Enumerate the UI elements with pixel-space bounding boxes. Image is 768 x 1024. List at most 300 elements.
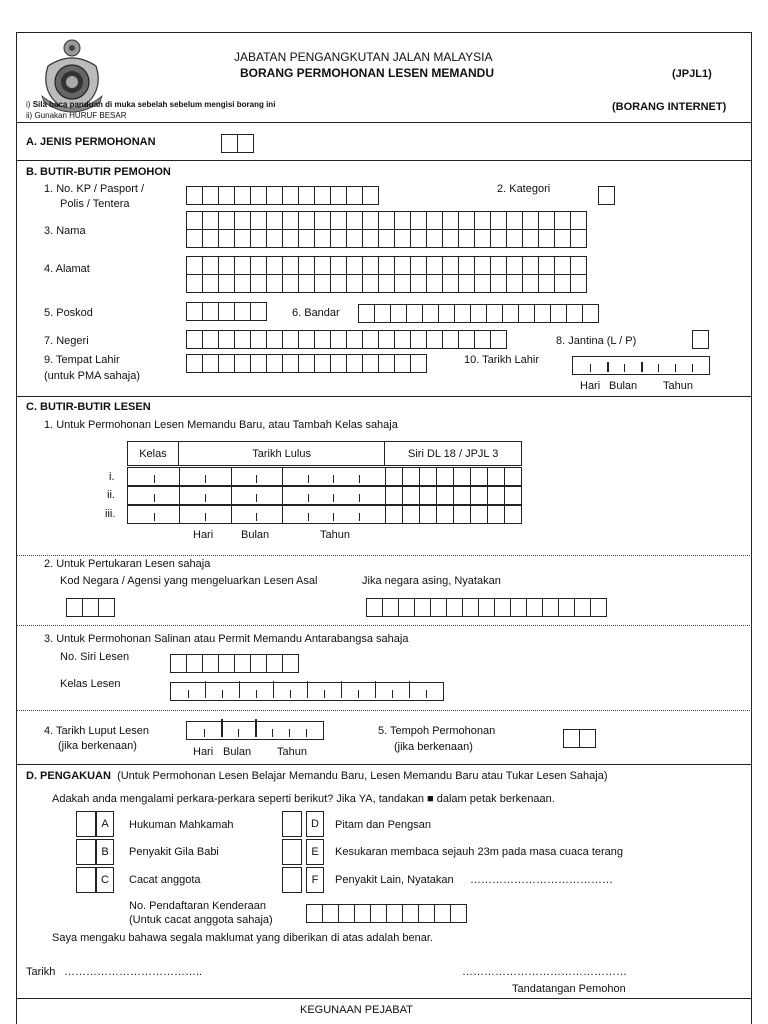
input-cell[interactable] xyxy=(570,256,587,275)
c2-heading: 2. Untuk Pertukaran Lesen sahaja xyxy=(44,558,211,570)
category-label: 2. Kategori xyxy=(497,183,551,195)
input-cell[interactable] xyxy=(314,211,331,230)
input-cell[interactable] xyxy=(434,904,451,923)
note-2: ii) Gunakan HURUF BESAR xyxy=(26,111,127,120)
item-f-label: Penyakit Lain, Nyatakan xyxy=(335,874,454,886)
name-label: 3. Nama xyxy=(44,225,86,237)
input-cell[interactable] xyxy=(250,256,267,275)
input-cell[interactable] xyxy=(250,330,267,349)
input-cell[interactable] xyxy=(378,211,395,230)
license-row-3[interactable] xyxy=(127,505,522,524)
input-cell[interactable] xyxy=(378,274,395,293)
input-cell[interactable] xyxy=(490,274,507,293)
input-cell[interactable] xyxy=(570,211,587,230)
input-cell[interactable] xyxy=(322,904,339,923)
input-cell[interactable] xyxy=(234,302,251,321)
input-cell[interactable] xyxy=(218,186,235,205)
note-1: i) Sila baca panduan di muka sebelah sebelum mengisi borang ini xyxy=(26,100,276,109)
signature-dots[interactable]: ……………………………………… xyxy=(462,966,627,978)
input-cell[interactable] xyxy=(426,274,443,293)
row-label-ii: ii. xyxy=(107,489,115,501)
checkbox-a[interactable] xyxy=(76,811,96,837)
input-cell[interactable] xyxy=(354,904,371,923)
input-cell[interactable] xyxy=(382,598,399,617)
serial-number-input[interactable] xyxy=(170,654,299,673)
city-input[interactable] xyxy=(358,304,599,323)
input-cell[interactable] xyxy=(538,256,555,275)
letter-d: D xyxy=(306,811,324,837)
c1-heading: 1. Untuk Permohonan Lesen Memandu Baru, atau Tambah Kelas sahaja xyxy=(44,419,398,431)
input-cell[interactable] xyxy=(282,354,299,373)
input-cell[interactable] xyxy=(558,598,575,617)
input-cell[interactable] xyxy=(250,354,267,373)
input-cell[interactable] xyxy=(394,274,411,293)
input-cell[interactable] xyxy=(506,274,523,293)
input-cell[interactable] xyxy=(346,354,363,373)
input-cell[interactable] xyxy=(358,304,375,323)
gender-label: 8. Jantina (L / P) xyxy=(556,335,637,347)
input-cell[interactable] xyxy=(582,304,599,323)
input-cell[interactable] xyxy=(378,229,395,248)
input-cell[interactable] xyxy=(234,354,251,373)
license-class-input[interactable] xyxy=(170,682,444,701)
input-cell[interactable] xyxy=(410,211,427,230)
input-cell[interactable] xyxy=(330,229,347,248)
state-input[interactable] xyxy=(186,330,507,349)
input-cell[interactable] xyxy=(338,904,355,923)
input-cell[interactable] xyxy=(314,229,331,248)
letter-e: E xyxy=(306,839,324,865)
input-cell[interactable] xyxy=(218,256,235,275)
input-cell[interactable] xyxy=(554,229,571,248)
input-cell[interactable] xyxy=(362,229,379,248)
serial-label: No. Siri Lesen xyxy=(60,651,130,663)
item-e-label: Kesukaran membaca sejauh 23m pada masa cuaca terang xyxy=(335,846,624,858)
input-cell[interactable] xyxy=(474,256,491,275)
input-cell[interactable] xyxy=(426,229,443,248)
input-cell[interactable] xyxy=(282,186,299,205)
letter-b: B xyxy=(96,839,114,865)
input-cell[interactable] xyxy=(234,274,251,293)
input-cell[interactable] xyxy=(446,598,463,617)
input-cell[interactable] xyxy=(366,598,383,617)
input-cell[interactable] xyxy=(330,330,347,349)
input-cell[interactable] xyxy=(490,330,507,349)
input-cell[interactable] xyxy=(98,598,115,617)
vehicle-reg-input[interactable] xyxy=(306,904,467,923)
address-input-line-1[interactable] xyxy=(186,256,587,275)
section-a-title: A. JENIS PERMOHONAN xyxy=(26,136,156,148)
birthplace-label: 9. Tempat Lahir xyxy=(44,354,120,366)
input-cell[interactable] xyxy=(186,654,203,673)
input-cell[interactable] xyxy=(202,229,219,248)
input-cell[interactable] xyxy=(462,598,479,617)
checkbox-d[interactable] xyxy=(282,811,302,837)
input-cell[interactable] xyxy=(282,256,299,275)
input-cell[interactable] xyxy=(474,330,491,349)
city-label: 6. Bandar xyxy=(292,307,340,319)
input-cell[interactable] xyxy=(422,304,439,323)
section-d-title: D. PENGAKUAN (Untuk Permohonan Lesen Belajar Memandu Baru, Lesen Memandu Baru atau Tukar Lesen Sahaja) xyxy=(26,770,608,782)
state-label: 7. Negeri xyxy=(44,335,89,347)
input-cell[interactable] xyxy=(486,304,503,323)
postcode-input[interactable] xyxy=(186,302,267,321)
item-b-label: Penyakit Gila Babi xyxy=(129,846,219,858)
input-cell[interactable] xyxy=(506,229,523,248)
input-cell[interactable] xyxy=(394,211,411,230)
input-cell[interactable] xyxy=(522,229,539,248)
input-cell[interactable] xyxy=(234,654,251,673)
input-cell[interactable] xyxy=(282,654,299,673)
letter-f: F xyxy=(306,867,324,893)
ic-number-input[interactable] xyxy=(186,186,379,205)
address-label: 4. Alamat xyxy=(44,263,90,275)
c2-foreign-label: Jika negara asing, Nyatakan xyxy=(362,575,501,587)
input-cell[interactable] xyxy=(566,304,583,323)
ic-label: 1. No. KP / Pasport / xyxy=(44,183,145,195)
license-row-1[interactable] xyxy=(127,467,522,486)
birthdate-input[interactable] xyxy=(572,356,710,375)
expiry-month-label: Bulan xyxy=(223,746,252,758)
declaration-question: Adakah anda mengalami perkara-perkara seperti berikut? Jika YA, tandakan ■ dalam petak berkenaan. xyxy=(52,793,555,805)
input-cell[interactable] xyxy=(298,354,315,373)
input-cell[interactable] xyxy=(346,229,363,248)
input-cell[interactable] xyxy=(458,274,475,293)
input-cell[interactable] xyxy=(510,598,527,617)
input-cell[interactable] xyxy=(574,598,591,617)
input-cell[interactable] xyxy=(378,330,395,349)
duration-label: 5. Tempoh Permohonan xyxy=(378,725,496,737)
input-cell[interactable] xyxy=(314,330,331,349)
input-cell[interactable] xyxy=(346,330,363,349)
input-cell[interactable] xyxy=(186,354,203,373)
input-cell[interactable] xyxy=(394,229,411,248)
input-cell[interactable] xyxy=(402,904,419,923)
input-cell[interactable] xyxy=(538,211,555,230)
name-input-line-2[interactable] xyxy=(186,229,587,248)
input-cell[interactable] xyxy=(234,256,251,275)
input-cell[interactable] xyxy=(218,274,235,293)
input-cell[interactable] xyxy=(346,256,363,275)
input-cell[interactable] xyxy=(590,598,607,617)
input-cell[interactable] xyxy=(234,330,251,349)
input-cell[interactable] xyxy=(526,598,543,617)
input-cell[interactable] xyxy=(542,598,559,617)
input-cell[interactable] xyxy=(458,256,475,275)
postcode-label: 5. Poskod xyxy=(44,307,93,319)
input-cell[interactable] xyxy=(490,229,507,248)
input-cell[interactable] xyxy=(406,304,423,323)
input-cell[interactable] xyxy=(186,229,203,248)
input-cell[interactable] xyxy=(506,211,523,230)
license-class-label: Kelas Lesen xyxy=(60,678,121,690)
input-cell[interactable] xyxy=(474,211,491,230)
input-cell[interactable] xyxy=(538,274,555,293)
input-cell[interactable] xyxy=(266,274,283,293)
input-cell[interactable] xyxy=(298,256,315,275)
input-cell[interactable] xyxy=(314,354,331,373)
input-cell[interactable] xyxy=(314,256,331,275)
input-cell[interactable] xyxy=(370,904,387,923)
address-input-line-2[interactable] xyxy=(186,274,587,293)
input-cell[interactable] xyxy=(266,330,283,349)
col-tarikh-lulus: Tarikh Lulus xyxy=(178,442,384,466)
input-cell[interactable] xyxy=(202,186,219,205)
input-cell[interactable] xyxy=(378,354,395,373)
form-code: (JPJL1) xyxy=(672,68,712,80)
duration-note: (jika berkenaan) xyxy=(394,741,473,753)
birthdate-day-label: Hari xyxy=(580,380,601,392)
input-cell[interactable] xyxy=(458,211,475,230)
input-cell[interactable] xyxy=(202,354,219,373)
input-cell[interactable] xyxy=(306,904,323,923)
input-cell[interactable] xyxy=(282,211,299,230)
input-cell[interactable] xyxy=(186,186,203,205)
input-cell[interactable] xyxy=(266,654,283,673)
vehicle-reg-label: No. Pendaftaran Kenderaan xyxy=(129,900,266,912)
agency-name: JABATAN PENGANGKUTAN JALAN MALAYSIA xyxy=(234,50,493,64)
c3-heading: 3. Untuk Permohonan Salinan atau Permit Memandu Antarabangsa sahaja xyxy=(44,633,409,645)
input-cell[interactable] xyxy=(250,186,267,205)
checkbox-c[interactable] xyxy=(76,867,96,893)
input-cell[interactable] xyxy=(570,229,587,248)
input-cell[interactable] xyxy=(438,304,455,323)
input-cell[interactable] xyxy=(330,211,347,230)
input-cell[interactable] xyxy=(170,654,187,673)
duration-input[interactable] xyxy=(563,729,596,748)
input-cell[interactable] xyxy=(362,186,379,205)
input-cell[interactable] xyxy=(266,256,283,275)
vehicle-reg-note: (Untuk cacat anggota sahaja) xyxy=(129,914,273,926)
input-cell[interactable] xyxy=(202,330,219,349)
input-cell[interactable] xyxy=(442,229,459,248)
input-cell[interactable] xyxy=(502,304,519,323)
checkbox-b[interactable] xyxy=(76,839,96,865)
input-cell[interactable] xyxy=(266,186,283,205)
input-cell[interactable] xyxy=(282,330,299,349)
gender-input[interactable] xyxy=(692,330,709,349)
input-cell[interactable] xyxy=(394,330,411,349)
input-cell[interactable] xyxy=(490,211,507,230)
birthplace-input[interactable] xyxy=(186,354,427,373)
input-cell[interactable] xyxy=(186,330,203,349)
input-cell[interactable] xyxy=(522,211,539,230)
letter-c: C xyxy=(96,867,114,893)
birthplace-note: (untuk PMA sahaja) xyxy=(44,370,140,382)
input-cell[interactable] xyxy=(202,256,219,275)
input-cell[interactable] xyxy=(346,274,363,293)
input-cell[interactable] xyxy=(202,654,219,673)
expiry-day-label: Hari xyxy=(193,746,214,758)
date-label: Tarikh xyxy=(26,966,56,978)
input-cell[interactable] xyxy=(298,229,315,248)
input-cell[interactable] xyxy=(450,904,467,923)
input-cell[interactable] xyxy=(554,274,571,293)
input-cell[interactable] xyxy=(266,229,283,248)
birthdate-label: 10. Tarikh Lahir xyxy=(464,354,540,366)
input-cell[interactable] xyxy=(218,654,235,673)
col-siri: Siri DL 18 / JPJL 3 xyxy=(385,442,522,466)
input-cell[interactable] xyxy=(330,186,347,205)
expiry-label: 4. Tarikh Luput Lesen xyxy=(44,725,149,737)
input-cell[interactable] xyxy=(442,256,459,275)
input-cell[interactable] xyxy=(478,598,495,617)
input-cell[interactable] xyxy=(250,274,267,293)
input-cell[interactable] xyxy=(534,304,551,323)
input-cell[interactable] xyxy=(218,302,235,321)
name-input-line-1[interactable] xyxy=(186,211,587,230)
input-cell[interactable] xyxy=(298,330,315,349)
input-cell[interactable] xyxy=(362,354,379,373)
input-cell[interactable] xyxy=(442,274,459,293)
section-c-title: C. BUTIR-BUTIR LESEN xyxy=(26,401,151,413)
input-cell[interactable] xyxy=(410,229,427,248)
input-cell[interactable] xyxy=(218,229,235,248)
input-cell[interactable] xyxy=(250,211,267,230)
input-cell[interactable] xyxy=(250,654,267,673)
input-cell[interactable] xyxy=(202,274,219,293)
input-cell[interactable] xyxy=(362,211,379,230)
input-cell[interactable] xyxy=(386,904,403,923)
input-cell[interactable] xyxy=(394,354,411,373)
input-cell[interactable] xyxy=(346,186,363,205)
row-label-i: i. xyxy=(109,471,115,483)
country-code-input[interactable] xyxy=(66,598,115,617)
input-cell[interactable] xyxy=(442,211,459,230)
input-cell[interactable] xyxy=(234,211,251,230)
input-cell[interactable] xyxy=(250,302,267,321)
input-cell[interactable] xyxy=(374,304,391,323)
input-cell[interactable] xyxy=(394,256,411,275)
category-input[interactable] xyxy=(598,186,615,205)
item-d-label: Pitam dan Pengsan xyxy=(335,819,432,831)
expiry-note: (jika berkenaan) xyxy=(58,740,137,752)
input-cell[interactable] xyxy=(474,274,491,293)
input-cell[interactable] xyxy=(234,186,251,205)
input-cell[interactable] xyxy=(82,598,99,617)
license-row-2[interactable] xyxy=(127,486,522,505)
birthdate-year-label: Tahun xyxy=(663,380,693,392)
input-cell[interactable] xyxy=(426,256,443,275)
input-cell[interactable] xyxy=(538,229,555,248)
input-cell[interactable] xyxy=(418,904,435,923)
input-cell[interactable] xyxy=(250,229,267,248)
input-cell[interactable] xyxy=(66,598,83,617)
input-cell[interactable] xyxy=(554,211,571,230)
input-cell[interactable] xyxy=(550,304,567,323)
input-cell[interactable] xyxy=(266,211,283,230)
input-cell[interactable] xyxy=(494,598,511,617)
input-cell[interactable] xyxy=(554,256,571,275)
input-cell[interactable] xyxy=(330,354,347,373)
input-cell[interactable] xyxy=(426,211,443,230)
checkbox-f[interactable] xyxy=(282,867,302,893)
input-cell[interactable] xyxy=(362,274,379,293)
input-cell[interactable] xyxy=(282,274,299,293)
input-cell[interactable] xyxy=(186,211,203,230)
form-type: (BORANG INTERNET) xyxy=(612,101,727,113)
input-cell[interactable] xyxy=(186,274,203,293)
input-cell[interactable] xyxy=(414,598,431,617)
input-cell[interactable] xyxy=(442,330,459,349)
c1-day-label: Hari xyxy=(193,529,214,541)
expiry-date-input[interactable] xyxy=(186,721,324,740)
input-cell[interactable] xyxy=(314,186,331,205)
ic-label-2: Polis / Tentera xyxy=(60,198,130,210)
input-cell[interactable] xyxy=(518,304,535,323)
input-cell[interactable] xyxy=(298,274,315,293)
input-cell[interactable] xyxy=(330,274,347,293)
c1-month-label: Bulan xyxy=(241,529,270,541)
c2-country-label: Kod Negara / Agensi yang mengeluarkan Lesen Asal xyxy=(60,575,318,587)
input-cell[interactable] xyxy=(362,256,379,275)
input-cell[interactable] xyxy=(522,274,539,293)
input-cell[interactable] xyxy=(430,598,447,617)
date-dots[interactable]: ……………………………….. xyxy=(64,966,203,978)
license-class-table xyxy=(127,441,522,466)
foreign-country-input[interactable] xyxy=(366,598,607,617)
input-cell[interactable] xyxy=(298,211,315,230)
office-use-title: KEGUNAAN PEJABAT xyxy=(300,1004,413,1016)
input-cell[interactable] xyxy=(362,330,379,349)
input-cell[interactable] xyxy=(410,354,427,373)
input-cell[interactable] xyxy=(346,211,363,230)
input-cell[interactable] xyxy=(298,186,315,205)
input-cell[interactable] xyxy=(202,302,219,321)
item-a-label: Hukuman Mahkamah xyxy=(129,819,234,831)
declaration-statement: Saya mengaku bahawa segala maklumat yang diberikan di atas adalah benar. xyxy=(52,932,433,944)
input-cell[interactable] xyxy=(314,274,331,293)
input-cell[interactable] xyxy=(470,304,487,323)
input-cell[interactable] xyxy=(474,229,491,248)
input-cell[interactable] xyxy=(218,354,235,373)
input-cell[interactable] xyxy=(390,304,407,323)
input-cell[interactable] xyxy=(410,274,427,293)
signature-label: Tandatangan Pemohon xyxy=(512,983,626,995)
application-type-boxes[interactable] xyxy=(221,134,254,153)
input-cell[interactable] xyxy=(330,256,347,275)
checkbox-e[interactable] xyxy=(282,839,302,865)
letter-a: A xyxy=(96,811,114,837)
c1-year-label: Tahun xyxy=(320,529,350,541)
input-cell[interactable] xyxy=(506,256,523,275)
input-cell[interactable] xyxy=(266,354,283,373)
input-cell[interactable] xyxy=(426,330,443,349)
input-cell[interactable] xyxy=(454,304,471,323)
input-cell[interactable] xyxy=(186,256,203,275)
input-cell[interactable] xyxy=(218,211,235,230)
input-cell[interactable] xyxy=(282,229,299,248)
input-cell[interactable] xyxy=(458,330,475,349)
input-cell[interactable] xyxy=(410,330,427,349)
input-cell[interactable] xyxy=(398,598,415,617)
section-b-title: B. BUTIR-BUTIR PEMOHON xyxy=(26,166,171,178)
input-cell[interactable] xyxy=(410,256,427,275)
input-cell[interactable] xyxy=(490,256,507,275)
input-cell[interactable] xyxy=(378,256,395,275)
item-c-label: Cacat anggota xyxy=(129,874,201,886)
input-cell[interactable] xyxy=(522,256,539,275)
form-title: BORANG PERMOHONAN LESEN MEMANDU xyxy=(240,66,495,80)
input-cell[interactable] xyxy=(234,229,251,248)
input-cell[interactable] xyxy=(186,302,203,321)
input-cell[interactable] xyxy=(218,330,235,349)
input-cell[interactable] xyxy=(458,229,475,248)
input-cell[interactable] xyxy=(570,274,587,293)
expiry-year-label: Tahun xyxy=(277,746,307,758)
item-f-dots[interactable]: ………………………………… xyxy=(470,874,613,886)
input-cell[interactable] xyxy=(202,211,219,230)
